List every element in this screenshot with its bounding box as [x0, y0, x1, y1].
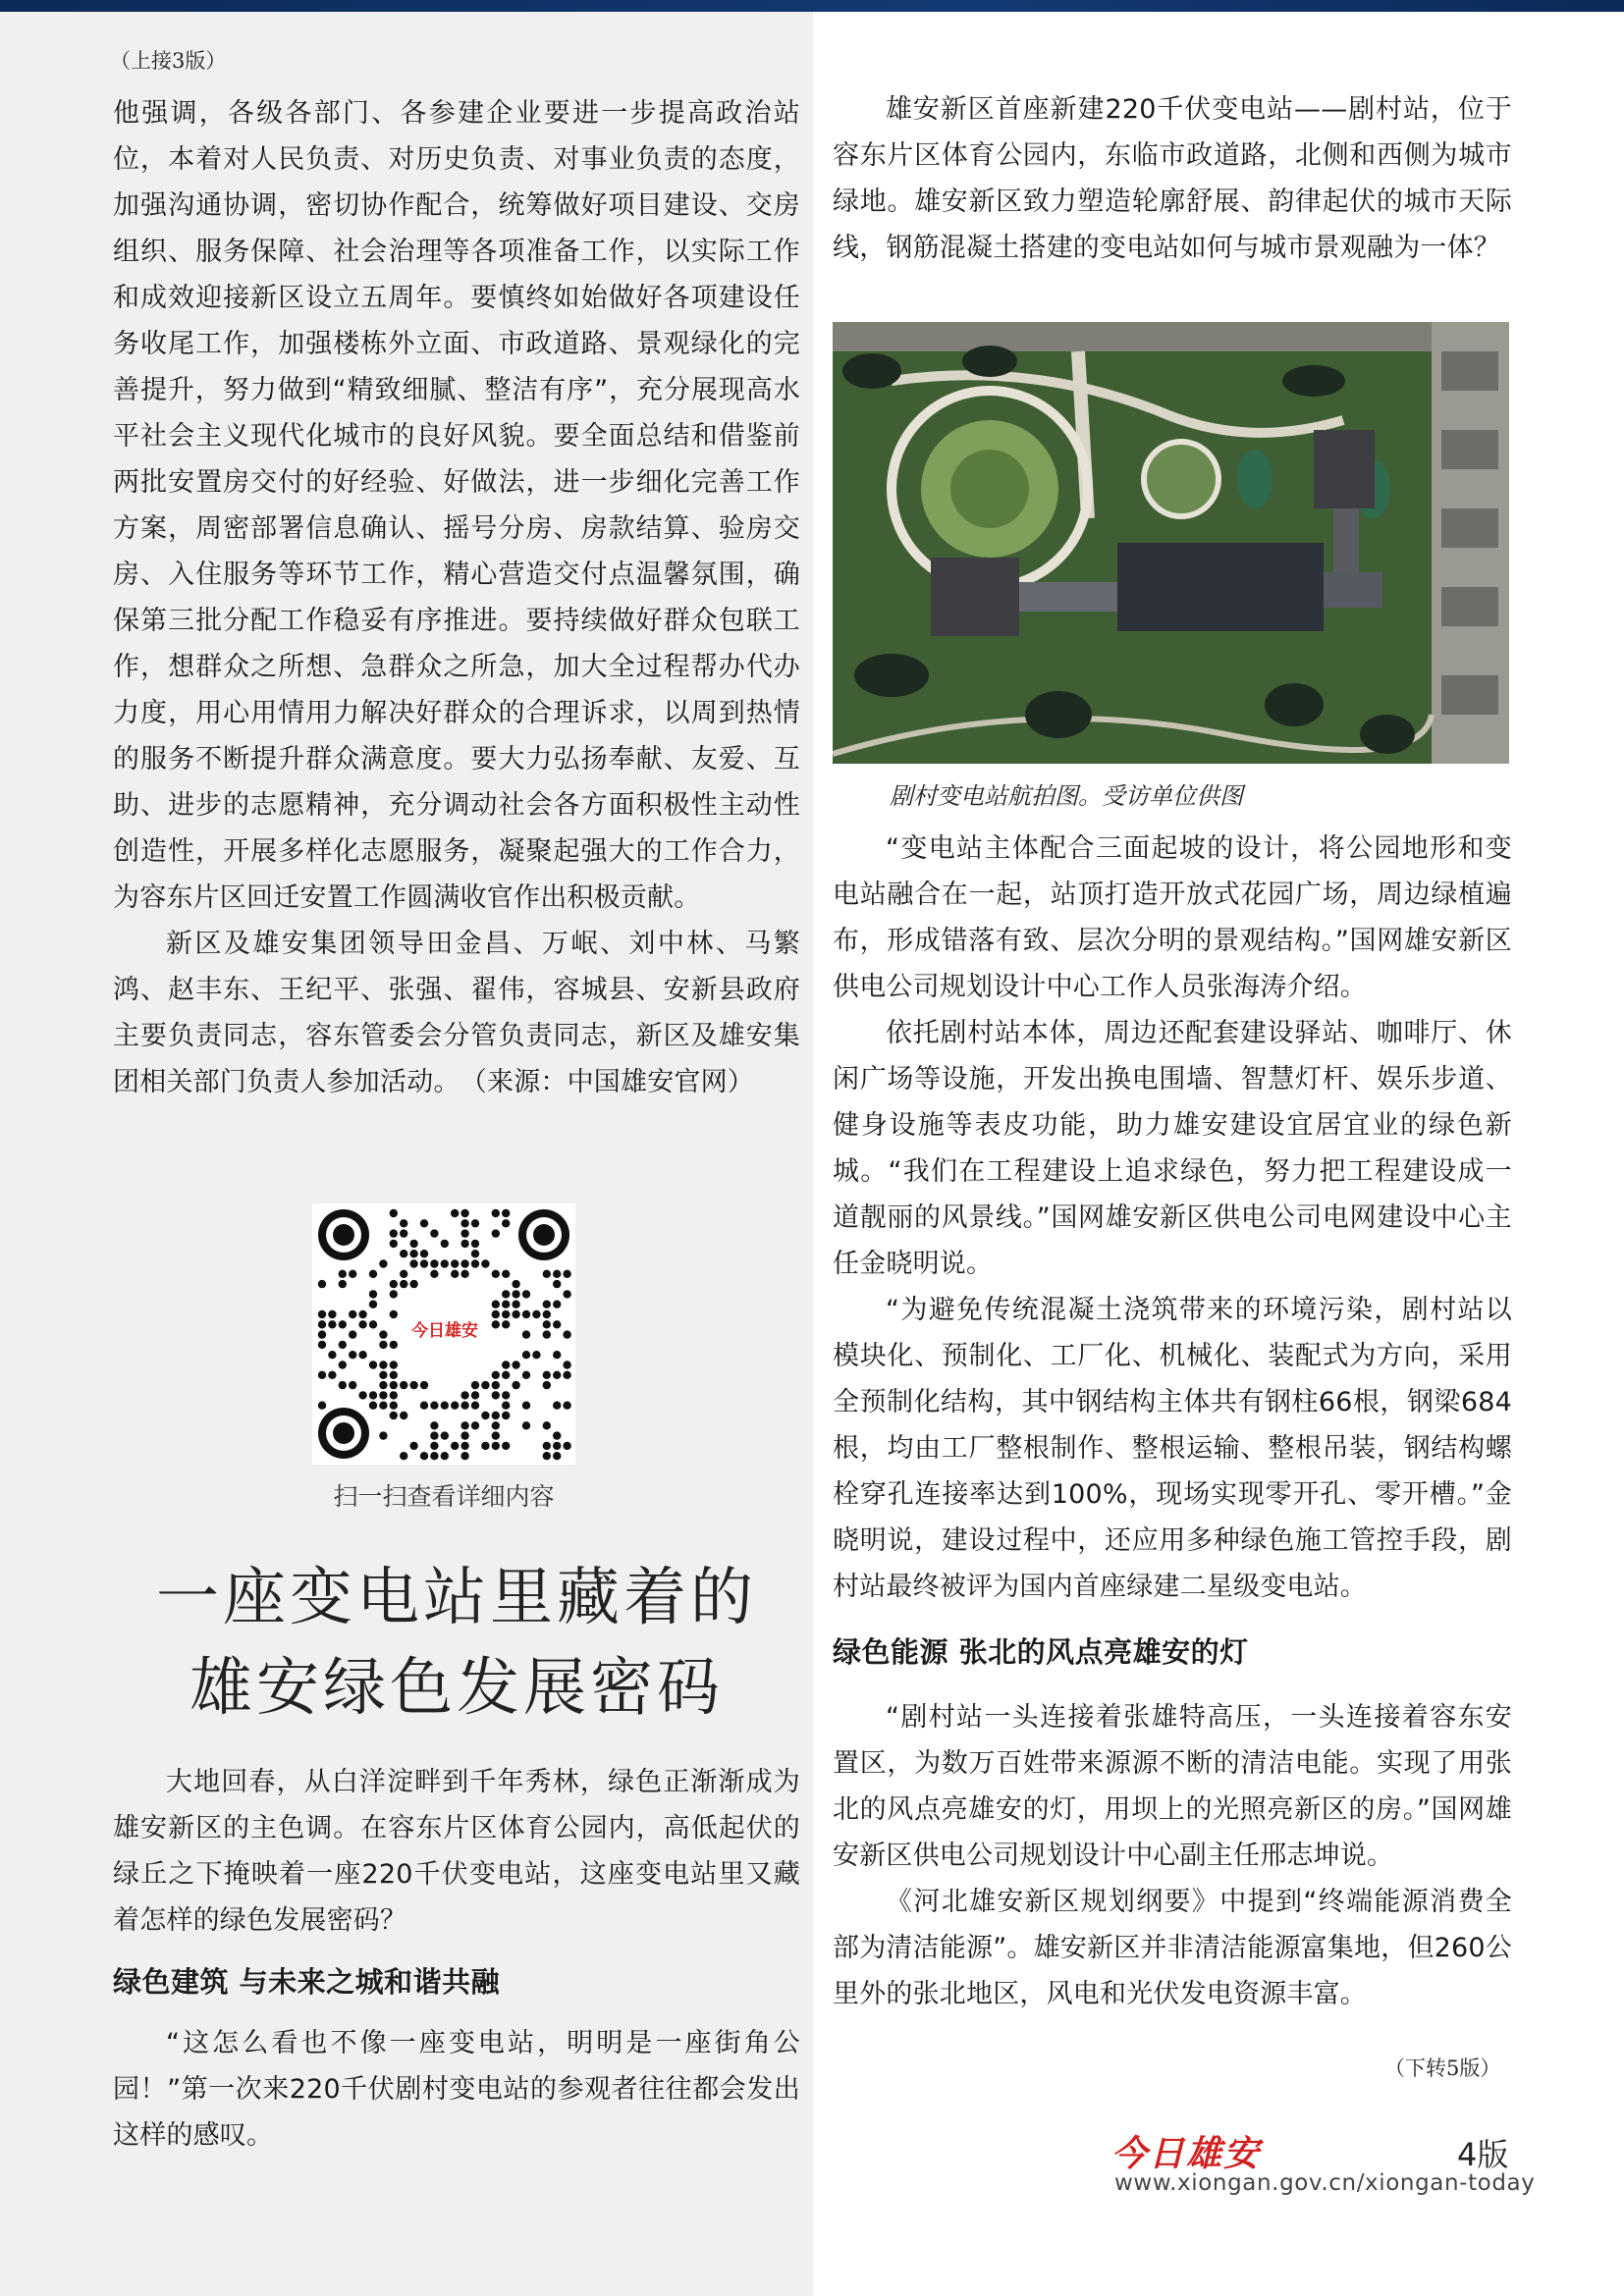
footer-page-number: 4版 — [1457, 2136, 1509, 2173]
aerial-photo — [833, 322, 1509, 764]
continued-from-marker: （上接3版） — [110, 49, 227, 73]
continued-to-marker: （下转5版） — [1384, 2056, 1501, 2080]
qr-code[interactable] — [312, 1203, 575, 1465]
article-right-top — [833, 86, 1512, 271]
footer-logo: 今日雄安 — [1111, 2133, 1262, 2174]
article-intro: 大地回春，从白洋淀畔到千年秀林，绿色正渐渐成为雄安新区的主色调。在容东片区体育公园内，高低起伏的绿丘之下掩映着一座220千伏变电站，这座变电站里又藏着怎样的绿色发展密码？ — [113, 1767, 800, 1936]
article-right-body — [833, 826, 1512, 2017]
section1-paragraph: “这怎么看也不像一座变电站，明明是一座街角公园！”第一次来220千伏剧村变电站的参观者往往都会发出这样的感叹。 — [113, 2028, 800, 2151]
qr-logo: 今日雄安 — [411, 1321, 478, 1341]
right-paragraph-6: 《河北雄安新区规划纲要》中提到“终端能源消费全部为清洁能源”。雄安新区并非清洁能源富集地，但260公里外的张北地区，风电和光伏发电资源丰富。 — [833, 1887, 1512, 2009]
headline-line-1: 一座变电站里藏着的 — [156, 1562, 757, 1634]
right-paragraph-3: 依托剧村站本体，周边还配套建设驿站、咖啡厅、休闲广场等设施，开发出换电围墙、智慧灯杆、娱乐步道、健身设施等表皮功能，助力雄安建设宜居宜业的绿色新城。“我们在工程建设上追求绿色，努力把工程建设成一道靓丽的风景线。”国网雄安新区供电公司电网建设中心主任金晓明说。 — [833, 1018, 1512, 1279]
substation-aerial-image — [833, 322, 1509, 764]
qr-caption: 扫一扫查看详细内容 — [333, 1482, 555, 1511]
headline-line-2: 雄安绿色发展密码 — [189, 1652, 724, 1725]
left-paragraph-1: 他强调，各级各部门、各参建企业要进一步提高政治站位，本着对人民负责、对历史负责、对事业负责的态度，加强沟通协调，密切协作配合，统筹做好项目建设、交房组织、服务保障、社会治理等各项准备工作，以实际工作和成效迎接新区设立五周年。要慎终如始做好各项建设任务收尾工作，加强楼栋外立面、市政道路、景观绿化的完善提升，努力做到“精致细腻、整洁有序”，充分展现高水平社会主义现代化城市的良好风貌。要全面总结和借鉴前两批安置房交付的好经验、好做法，进一步细化完善工作方案，周密部署信息确认、摇号分房、房款结算、验房交房、入住服务等环节工作，精心营造交付点温馨氛围，确保第三批分配工作稳妥有序推进。要持续做好群众包联工作，想群众之所想、急群众之所急，加大全过程帮办代办力度，用心用情用力解决好群众的合理诉求，以周到热情的服务不断提升群众满意度。要大力弘扬奉献、友爱、互助、进步的志愿精神，充分调动社会各方面积极性主动性创造性，开展多样化志愿服务，凝聚起强大的工作合力，为容东片区回迁安置工作圆满收官作出积极贡献。 — [113, 98, 800, 913]
right-paragraph-1: 雄安新区首座新建220千伏变电站——剧村站，位于容东片区体育公园内，东临市政道路，北侧和西侧为城市绿地。雄安新区致力塑造轮廓舒展、韵律起伏的城市天际线，钢筋混凝土搭建的变电站如何与城市景观融为一体？ — [833, 94, 1512, 263]
section1-title: 绿色建筑 与未来之城和谐共融 — [113, 1965, 501, 1999]
right-paragraph-4: “为避免传统混凝土浇筑带来的环境污染，剧村站以模块化、预制化、工厂化、机械化、装配式为方向，采用全预制化结构，其中钢结构主体共有钢柱66根，钢梁684根，均由工厂整根制作、整根运输、整根吊装，钢结构螺栓穿孔连接率达到100%，现场实现零开孔、零开槽。”金晓明说，建设过程中，还应用多种绿色施工管控手段，剧村站最终被评为国内首座绿建二星级变电站。 — [833, 1295, 1512, 1602]
right-paragraph-2: “变电站主体配合三面起坡的设计，将公园地形和变电站融合在一起，站顶打造开放式花园广场，周边绿植遍布，形成错落有致、层次分明的景观结构。”国网雄安新区供电公司规划设计中心工作人员张海涛介绍。 — [833, 833, 1512, 1002]
top-bar — [0, 0, 1624, 12]
section2-title: 绿色能源 张北的风点亮雄安的灯 — [833, 1635, 1249, 1669]
left-paragraph-2: 新区及雄安集团领导田金昌、万岷、刘中林、马繁鸿、赵丰东、王纪平、张强、翟伟，容城县、安新县政府主要负责同志，容东管委会分管负责同志，新区及雄安集团相关部门负责人参加活动。 （来源：中国雄安官网） — [113, 929, 800, 1097]
left-column-text — [113, 90, 800, 1105]
article-left-body — [113, 1759, 800, 2159]
footer-url[interactable]: www.xiongan.gov.cn/xiongan-today — [1114, 2170, 1536, 2196]
photo-caption: 剧村变电站航拍图。受访单位供图 — [890, 782, 1243, 810]
right-paragraph-5: “剧村站一头连接着张雄特高压，一头连接着容东安置区，为数万百姓带来源源不断的清洁电能。实现了用张北的风点亮雄安的灯，用坝上的光照亮新区的房。”国网雄安新区供电公司规划设计中心副主任邢志坤说。 — [833, 1702, 1512, 1871]
